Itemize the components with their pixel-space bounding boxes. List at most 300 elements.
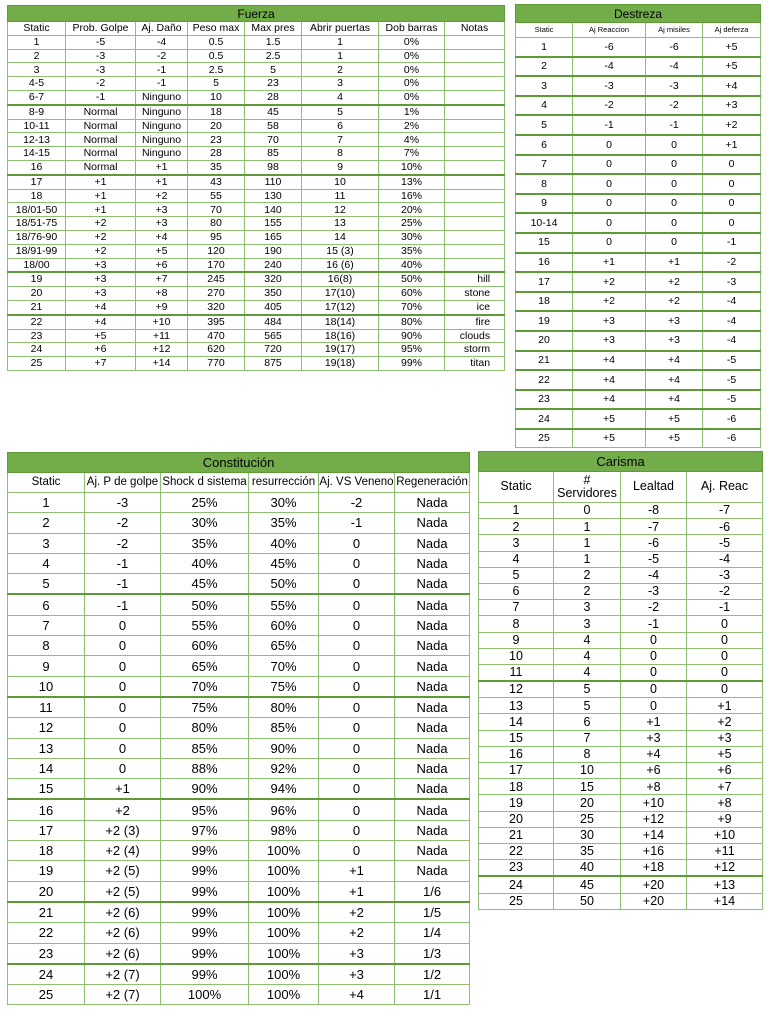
table-cell: 20	[479, 811, 554, 827]
table-cell: +4	[703, 76, 761, 96]
table-cell: 0	[573, 233, 646, 253]
table-cell: 18	[8, 841, 85, 861]
table-cell: -3	[703, 272, 761, 292]
table-row	[8, 656, 470, 676]
table-cell: 65%	[161, 656, 249, 676]
table-cell: Nada	[395, 493, 470, 513]
table-cell: -5	[703, 370, 761, 390]
table-cell: +2	[646, 292, 703, 312]
table-cell: 5	[554, 681, 621, 698]
table-cell: Nada	[395, 758, 470, 778]
table-row	[479, 876, 763, 893]
table-cell: -2	[85, 513, 161, 533]
table-cell: ice	[445, 300, 505, 314]
table-cell: 0	[554, 503, 621, 519]
table-cell: 0	[687, 632, 763, 648]
table-cell: 7	[479, 600, 554, 616]
table-cell: 4%	[379, 133, 445, 147]
table-cell: 90%	[249, 738, 319, 758]
table-cell: +3	[66, 287, 136, 301]
constitucion-title: Constitución	[8, 453, 470, 473]
table-row	[479, 730, 763, 746]
table-cell: 55%	[161, 615, 249, 635]
table-cell: 23	[479, 860, 554, 877]
table-cell: Normal	[66, 147, 136, 161]
table-row	[8, 943, 470, 964]
table-cell: 155	[245, 217, 302, 231]
table-cell: 22	[8, 923, 85, 943]
table-cell: 99%	[161, 943, 249, 964]
table-cell: -6	[621, 535, 687, 551]
table-cell: Ninguno	[136, 105, 188, 119]
table-cell: +4	[646, 370, 703, 390]
fuerza-header-cell: Prob. Golpe	[66, 22, 136, 36]
table-cell: 19	[516, 311, 573, 331]
table-cell: 18	[516, 292, 573, 312]
table-cell: -3	[85, 493, 161, 513]
table-cell: +2 (7)	[85, 964, 161, 985]
table-cell: Ninguno	[136, 119, 188, 133]
table-cell: 24	[479, 876, 554, 893]
table-cell: 6	[8, 594, 85, 615]
table-cell: 0	[573, 194, 646, 214]
table-cell: Normal	[66, 160, 136, 174]
table-row	[8, 676, 470, 697]
table-cell: Nada	[395, 553, 470, 573]
table-cell: +10	[136, 315, 188, 329]
table-cell: 96%	[249, 799, 319, 820]
table-cell: +12	[136, 343, 188, 357]
table-cell: +11	[687, 843, 763, 859]
table-cell: 0	[646, 135, 703, 155]
table-cell: 875	[245, 357, 302, 371]
table-cell: +7	[66, 357, 136, 371]
table-cell: -3	[687, 567, 763, 583]
table-row	[516, 213, 761, 233]
table-cell: 140	[245, 203, 302, 217]
table-row	[479, 664, 763, 681]
table-cell: +2	[66, 217, 136, 231]
table-cell: 4	[554, 648, 621, 664]
table-cell: +14	[136, 357, 188, 371]
table-cell: +1	[703, 135, 761, 155]
table-cell: 8	[479, 616, 554, 632]
table-cell: 16	[479, 746, 554, 762]
table-cell: 60%	[379, 287, 445, 301]
table-cell: 0	[687, 648, 763, 664]
table-cell: 70%	[379, 300, 445, 314]
table-cell: 7	[8, 615, 85, 635]
table-cell: Nada	[395, 594, 470, 615]
table-cell: 99%	[161, 964, 249, 985]
table-cell: 88%	[161, 758, 249, 778]
table-cell: 85%	[161, 738, 249, 758]
table-cell: 0	[85, 758, 161, 778]
table-cell: 19(18)	[302, 357, 379, 371]
table-row	[479, 583, 763, 599]
destreza-header-cell: Aj Reaccion	[573, 23, 646, 38]
table-row	[516, 96, 761, 116]
table-cell: -1	[85, 553, 161, 573]
table-cell: +5	[573, 429, 646, 448]
table-cell: 70%	[249, 656, 319, 676]
table-cell: 7	[516, 155, 573, 175]
table-row	[516, 115, 761, 135]
table-cell: 2	[554, 583, 621, 599]
table-cell: 20	[8, 287, 66, 301]
table-row	[8, 861, 470, 881]
table-cell: 30%	[249, 493, 319, 513]
table-cell: 50%	[379, 272, 445, 286]
table-cell: Nada	[395, 718, 470, 738]
table-cell: 7%	[379, 147, 445, 161]
table-row	[8, 258, 505, 272]
table-cell: 0	[85, 697, 161, 718]
table-row	[479, 616, 763, 632]
destreza-header-cell: Static	[516, 23, 573, 38]
table-cell: +3	[136, 203, 188, 217]
table-cell: 15	[554, 779, 621, 795]
table-cell: 20	[516, 331, 573, 351]
table-row	[479, 714, 763, 730]
table-row	[479, 893, 763, 909]
table-cell: 24	[8, 964, 85, 985]
table-row	[8, 636, 470, 656]
table-cell: +1	[646, 253, 703, 273]
table-row	[8, 315, 505, 329]
carisma-header-cell: # Servidores	[554, 472, 621, 503]
table-row	[8, 594, 470, 615]
table-cell: 10-14	[516, 213, 573, 233]
table-cell: 0	[85, 676, 161, 697]
table-cell: 98	[245, 160, 302, 174]
table-cell: 9	[516, 194, 573, 214]
table-cell: 2	[8, 513, 85, 533]
table-cell: 0	[621, 632, 687, 648]
table-row	[516, 135, 761, 155]
table-cell: 25%	[379, 217, 445, 231]
table-cell: 12	[479, 681, 554, 698]
table-cell: 65%	[249, 636, 319, 656]
table-cell: 22	[479, 843, 554, 859]
table-cell: 0	[646, 174, 703, 194]
table-row	[516, 409, 761, 429]
table-cell: 6-7	[8, 90, 66, 104]
fuerza-header-cell: Abrir puertas	[302, 22, 379, 36]
table-cell: 0	[621, 681, 687, 698]
table-cell: -5	[66, 35, 136, 49]
table-cell: -6	[573, 38, 646, 57]
table-cell: 2%	[379, 119, 445, 133]
table-cell: 0	[319, 718, 395, 738]
table-row	[516, 253, 761, 273]
table-cell: 0	[687, 681, 763, 698]
table-cell: 0	[319, 799, 395, 820]
table-cell: 320	[245, 272, 302, 286]
table-cell: 17	[516, 272, 573, 292]
table-cell: 0	[85, 718, 161, 738]
carisma-table	[478, 451, 763, 910]
destreza-table	[515, 4, 761, 448]
table-cell: +1	[136, 160, 188, 174]
table-cell: 12	[302, 203, 379, 217]
table-cell: +4	[319, 985, 395, 1005]
table-cell: +2	[66, 230, 136, 244]
table-row	[8, 329, 505, 343]
table-row	[8, 553, 470, 573]
table-cell: 1	[302, 49, 379, 63]
table-cell: 28	[188, 147, 245, 161]
table-row	[8, 533, 470, 553]
table-cell: +6	[687, 763, 763, 779]
table-row	[516, 57, 761, 77]
table-cell: 13	[302, 217, 379, 231]
table-cell: -2	[687, 583, 763, 599]
fuerza-body	[8, 22, 505, 371]
table-cell: Nada	[395, 656, 470, 676]
table-cell: 18	[188, 105, 245, 119]
table-cell: 20%	[379, 203, 445, 217]
table-cell: 22	[8, 315, 66, 329]
table-cell: 35%	[249, 513, 319, 533]
table-cell: -4	[703, 331, 761, 351]
table-row	[479, 681, 763, 698]
table-row	[8, 217, 505, 231]
table-cell: -5	[703, 351, 761, 371]
table-cell: +7	[136, 272, 188, 286]
table-cell: 4	[302, 90, 379, 104]
table-cell	[445, 63, 505, 77]
table-cell: 30%	[161, 513, 249, 533]
table-cell: 405	[245, 300, 302, 314]
table-cell: +4	[646, 390, 703, 410]
table-cell: 100%	[161, 985, 249, 1005]
table-cell: 55%	[249, 594, 319, 615]
table-row	[8, 203, 505, 217]
table-cell: 2.5	[245, 49, 302, 63]
table-cell: 1	[8, 35, 66, 49]
table-cell: 14-15	[8, 147, 66, 161]
table-cell: 16	[516, 253, 573, 273]
table-row	[8, 758, 470, 778]
table-cell: 23	[188, 133, 245, 147]
table-cell: 4	[516, 96, 573, 116]
table-cell: 3	[8, 533, 85, 553]
table-cell: 1	[479, 503, 554, 519]
table-cell: 4	[554, 632, 621, 648]
table-cell: 19	[8, 861, 85, 881]
table-cell: -1	[646, 115, 703, 135]
table-cell: -2	[646, 96, 703, 116]
destreza-body	[516, 23, 761, 448]
table-cell: -8	[621, 503, 687, 519]
constitucion-header-cell: Aj. P de golpe	[85, 473, 161, 493]
table-cell: 18/51-75	[8, 217, 66, 231]
table-cell: 80%	[161, 718, 249, 738]
table-cell: +1	[621, 714, 687, 730]
table-cell: -6	[687, 519, 763, 535]
table-cell: 8-9	[8, 105, 66, 119]
table-cell: +3	[136, 217, 188, 231]
table-cell: +2 (5)	[85, 881, 161, 902]
table-cell: 100%	[249, 964, 319, 985]
table-row	[8, 77, 505, 91]
table-cell: -3	[573, 76, 646, 96]
table-cell: -6	[646, 38, 703, 57]
table-cell: 99%	[161, 881, 249, 902]
table-cell: 18/76-90	[8, 230, 66, 244]
table-cell: -2	[136, 49, 188, 63]
table-cell: +16	[621, 843, 687, 859]
table-cell	[445, 175, 505, 189]
table-cell: 0	[621, 664, 687, 681]
fuerza-title: Fuerza	[8, 6, 505, 22]
table-cell: 4	[479, 551, 554, 567]
table-cell: -4	[687, 551, 763, 567]
table-cell: 80%	[249, 697, 319, 718]
table-cell: 70	[245, 133, 302, 147]
table-row	[8, 133, 505, 147]
table-cell: 18	[479, 779, 554, 795]
table-cell: -1	[136, 77, 188, 91]
fuerza-header-cell: Max pres	[245, 22, 302, 36]
table-cell: 0	[703, 174, 761, 194]
table-cell: 35	[188, 160, 245, 174]
table-cell: -2	[66, 77, 136, 91]
table-cell: -1	[85, 574, 161, 595]
table-cell: 14	[8, 758, 85, 778]
table-cell: 5	[188, 77, 245, 91]
table-cell: +2 (7)	[85, 985, 161, 1005]
table-cell: +4	[573, 390, 646, 410]
carisma-header-cell: Static	[479, 472, 554, 503]
table-cell: +3	[66, 258, 136, 272]
table-row	[8, 964, 470, 985]
table-cell: 2	[8, 49, 66, 63]
table-cell: 92%	[249, 758, 319, 778]
table-cell: 35%	[379, 244, 445, 258]
table-cell: 10	[554, 763, 621, 779]
table-cell: +3	[687, 730, 763, 746]
table-row	[479, 860, 763, 877]
table-row	[516, 311, 761, 331]
table-row	[516, 233, 761, 253]
table-cell: +18	[621, 860, 687, 877]
table-row	[8, 63, 505, 77]
table-cell: 240	[245, 258, 302, 272]
table-cell: -1	[703, 233, 761, 253]
table-cell: 17	[479, 763, 554, 779]
table-cell: 99%	[161, 902, 249, 923]
fuerza-header-cell: Dob barras	[379, 22, 445, 36]
constitucion-header-cell: resurrección	[249, 473, 319, 493]
table-cell: +5	[703, 38, 761, 57]
table-cell: 0	[646, 213, 703, 233]
constitucion-header-cell: Static	[8, 473, 85, 493]
table-cell: +10	[621, 795, 687, 811]
table-cell: -1	[66, 90, 136, 104]
table-cell: +8	[621, 779, 687, 795]
table-row	[8, 287, 505, 301]
table-row	[479, 698, 763, 714]
table-cell: -2	[85, 533, 161, 553]
table-cell: 12-13	[8, 133, 66, 147]
table-cell: 25	[516, 429, 573, 448]
table-cell: -4	[703, 311, 761, 331]
table-cell: 130	[245, 189, 302, 203]
table-cell: 97%	[161, 820, 249, 840]
table-cell: +4	[573, 351, 646, 371]
table-cell	[445, 258, 505, 272]
table-cell: 14	[302, 230, 379, 244]
table-cell: +5	[66, 329, 136, 343]
table-cell: +6	[136, 258, 188, 272]
table-cell: +3	[573, 331, 646, 351]
table-cell: 85%	[249, 718, 319, 738]
table-cell: 100%	[249, 943, 319, 964]
table-cell: 98%	[249, 820, 319, 840]
table-cell: 60%	[249, 615, 319, 635]
table-cell: 1/1	[395, 985, 470, 1005]
table-cell: Normal	[66, 119, 136, 133]
table-cell: Ninguno	[136, 147, 188, 161]
table-cell: -4	[621, 567, 687, 583]
table-cell: +4	[621, 746, 687, 762]
table-row	[516, 331, 761, 351]
table-cell: 1/6	[395, 881, 470, 902]
table-cell: 21	[8, 300, 66, 314]
table-cell: -3	[646, 76, 703, 96]
table-cell: +3	[573, 311, 646, 331]
table-cell: 0.5	[188, 49, 245, 63]
table-cell: 484	[245, 315, 302, 329]
table-cell: 0	[319, 574, 395, 595]
table-cell: 20	[188, 119, 245, 133]
table-cell: 40%	[249, 533, 319, 553]
table-cell: -1	[687, 600, 763, 616]
table-cell: -4	[646, 57, 703, 77]
table-cell: 99%	[161, 841, 249, 861]
table-row	[479, 503, 763, 519]
table-cell: -6	[703, 429, 761, 448]
table-cell: 28	[245, 90, 302, 104]
table-cell: 110	[245, 175, 302, 189]
table-cell: Nada	[395, 697, 470, 718]
table-row	[8, 272, 505, 286]
table-cell: 23	[516, 390, 573, 410]
table-cell: +12	[621, 811, 687, 827]
table-cell: 25	[8, 985, 85, 1005]
table-cell: 30%	[379, 230, 445, 244]
table-cell: 6	[479, 583, 554, 599]
table-row	[479, 535, 763, 551]
table-cell: 5	[516, 115, 573, 135]
table-cell: 10%	[379, 160, 445, 174]
table-cell: +2	[646, 272, 703, 292]
table-cell: +1	[319, 881, 395, 902]
table-row	[479, 811, 763, 827]
table-cell: 0	[573, 174, 646, 194]
table-cell	[445, 230, 505, 244]
table-cell: +4	[573, 370, 646, 390]
table-row	[516, 390, 761, 410]
table-row	[8, 493, 470, 513]
table-cell: 0	[573, 213, 646, 233]
table-cell: 24	[8, 343, 66, 357]
table-cell: 100%	[249, 902, 319, 923]
table-cell: 19	[8, 272, 66, 286]
table-cell: 16	[8, 799, 85, 820]
